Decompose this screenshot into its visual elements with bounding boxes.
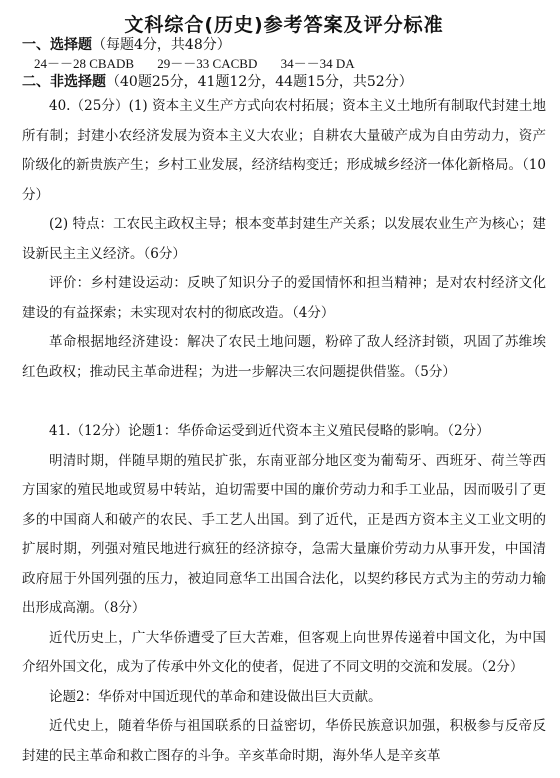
section-score-note: （40题25分，41题12分，44题15分，共52分）: [106, 74, 413, 90]
page-title: 文科综合(历史)参考答案及评分标准: [124, 14, 444, 36]
q40-evaluation-base: 革命根据地经济建设：解决了农民土地问题，粉碎了敌人经济封锁，巩固了苏维埃红色政权；推动民主革命进程；为进一步解决三农问题提供借鉴。（5分）: [22, 334, 546, 380]
section-label: 一、选择题: [22, 37, 92, 53]
multiple-choice-answers: [22, 55, 546, 73]
answer-group: 29－－33 CACBD: [157, 56, 258, 71]
q41-argument2: 近代史上，随着华侨与祖国联系的日益密切，华侨民族意识加强，积极参与反帝反封建的民主革命和救亡图存的斗争。辛亥革命时期，海外华人是辛亥革: [22, 718, 546, 764]
section-essay-heading: [22, 73, 546, 92]
q41-thesis1: 41.（12分）论题1：华侨命运受到近代资本主义殖民侵略的影响。（2分）: [49, 423, 490, 439]
section-multiple-choice-heading: [22, 36, 546, 55]
spacer: [22, 387, 546, 417]
q40-evaluation-rural: 评价：乡村建设运动：反映了知识分子的爱国情怀和担当精神；是对农村经济文化建设的有益探索；未实现对农村的彻底改造。（4分）: [22, 275, 546, 321]
answer-group: 24－－28 CBADB: [34, 56, 135, 71]
section-label: 二、非选择题: [22, 74, 106, 90]
section-score-note: （每题4分，共48分）: [92, 37, 231, 53]
q40-part1: 40.（25分）(1) 资本主义生产方式向农村拓展；资本主义土地所有制取代封建土地所有制；封建小农经济发展为资本主义大农业；自耕农大量破产成为自由劳动力，资产阶级化的新贵族产生；乡村工业发展，经济结构变迁；形成城乡经济一体化新格局。（10分）: [22, 98, 546, 203]
q40-part2: (2) 特点：工农民主政权主导；根本变革封建生产关系；以发展农业生产为核心；建设新民主主义经济。（6分）: [22, 216, 546, 262]
answer-group: 34－－34 DA: [280, 56, 355, 71]
q41-thesis2: 论题2：华侨对中国近现代的革命和建设做出巨大贡献。: [49, 688, 382, 705]
q41-conclusion1: 近代历史上，广大华侨遭受了巨大苦难，但客观上向世界传递着中国文化，为中国介绍外国文化，成为了传承中外文化的使者，促进了不同文明的交流和发展。（2分）: [22, 629, 546, 675]
q41-argument1: 明清时期，伴随早期的殖民扩张，东南亚部分地区变为葡萄牙、西班牙、荷兰等西方国家的殖民地或贸易中转站，迫切需要中国的廉价劳动力和手工业品，因而吸引了更多的中国商人和破产的农民、手工艺人出国。到了近代，正是西方资本主义工业文明的扩展时期，列强对殖民地进行疯狂的经济掠夺，急需大量廉价劳动力从事开发，中国清政府屈于外国列强的压力，被迫同意华工出国合法化，以契约移民方式为主的劳动力输出形成高潮。（8分）: [22, 452, 546, 616]
